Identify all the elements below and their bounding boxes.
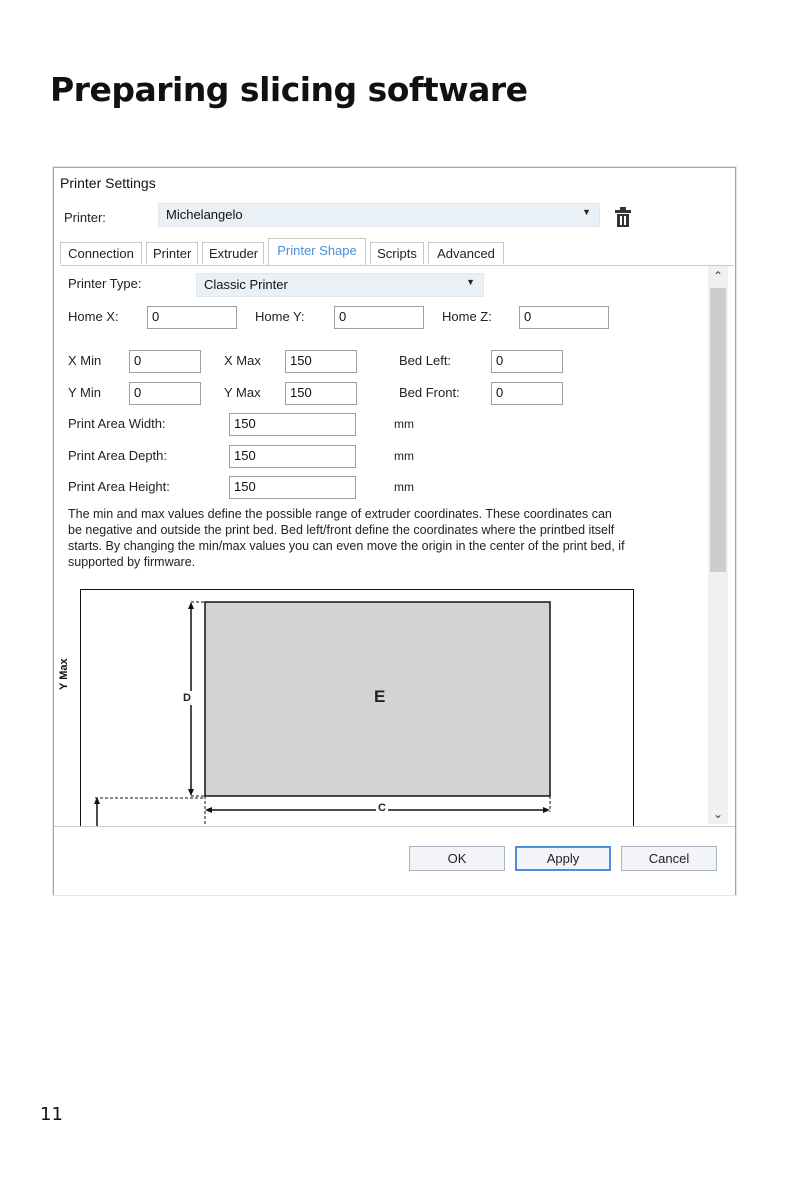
depth-unit: mm (394, 449, 414, 463)
scrollbar-thumb[interactable] (710, 288, 726, 572)
print-area-depth-input[interactable]: 150 (229, 445, 356, 468)
tab-advanced[interactable]: Advanced (428, 242, 504, 264)
printer-shape-panel (60, 265, 734, 826)
width-dim-label: C (378, 802, 386, 814)
home-z-input[interactable]: 0 (519, 306, 609, 329)
width-unit: mm (394, 417, 414, 431)
bed-front-input[interactable]: 0 (491, 382, 563, 405)
bed-front-label: Bed Front: (399, 385, 460, 400)
print-area-height-input[interactable]: 150 (229, 476, 356, 499)
tab-scripts[interactable]: Scripts (370, 242, 424, 264)
print-bed-diagram (80, 589, 634, 830)
page-title: Preparing slicing software (50, 70, 528, 109)
print-bed-diagram-svg (81, 590, 633, 830)
print-area-width-input[interactable]: 150 (229, 413, 356, 436)
printer-select[interactable] (158, 203, 600, 227)
x-max-label: X Max (224, 353, 261, 368)
depth-dim-label: D (183, 692, 191, 704)
x-max-input[interactable]: 150 (285, 350, 357, 373)
chevron-down-icon: ▼ (582, 207, 591, 217)
print-area-depth-label: Print Area Depth: (68, 448, 167, 463)
area-label-e: E (374, 687, 386, 706)
tab-printer[interactable]: Printer (146, 242, 198, 264)
description-text: The min and max values define the possible range of extruder coordinates. These coordinates can be negative and outside the print bed. Bed left/front define the coordinates where the printbed itself starts. By changing the min/max values you can even move the origin in the center of the print bed, if supported by firmware. (68, 507, 625, 569)
y-min-label: Y Min (68, 385, 101, 400)
print-area-height-label: Print Area Height: (68, 479, 170, 494)
home-y-label: Home Y: (255, 309, 305, 324)
bed-left-label: Bed Left: (399, 353, 452, 368)
tab-extruder[interactable]: Extruder (202, 242, 264, 264)
height-unit: mm (394, 480, 414, 494)
dialog-footer (54, 826, 735, 895)
x-min-label: X Min (68, 353, 102, 368)
home-y-input[interactable]: 0 (334, 306, 424, 329)
y-max-label: Y Max (224, 385, 261, 400)
x-min-input[interactable]: 0 (129, 350, 201, 373)
dialog-title: Printer Settings (60, 175, 156, 191)
home-z-label: Home Z: (442, 309, 492, 324)
chevron-down-icon[interactable]: ⌄ (712, 807, 724, 821)
page-number: 11 (40, 1104, 63, 1125)
printer-type-value: Classic Printer (204, 277, 288, 292)
printer-type-select[interactable] (196, 273, 484, 297)
print-area-width-label: Print Area Width: (68, 416, 166, 431)
printer-type-label: Printer Type: (68, 276, 142, 291)
home-x-input[interactable]: 0 (147, 306, 237, 329)
chevron-down-icon: ▼ (466, 277, 475, 287)
vertical-scrollbar[interactable] (708, 266, 728, 824)
printer-select-value: Michelangelo (166, 207, 243, 222)
apply-button[interactable]: Apply (515, 846, 611, 871)
tab-printer-shape[interactable]: Printer Shape (268, 238, 366, 266)
bed-left-input[interactable]: 0 (491, 350, 563, 373)
cancel-button[interactable]: Cancel (621, 846, 717, 871)
home-x-label: Home X: (68, 309, 119, 324)
y-max-axis-label: Y Max (58, 658, 70, 690)
tab-bar (60, 238, 730, 266)
ok-button[interactable]: OK (409, 846, 505, 871)
y-min-input[interactable]: 0 (129, 382, 201, 405)
printer-settings-dialog (53, 167, 736, 895)
chevron-up-icon[interactable]: ⌃ (712, 269, 724, 283)
y-max-input[interactable]: 150 (285, 382, 357, 405)
printer-label: Printer: (64, 210, 106, 225)
tab-connection[interactable]: Connection (60, 242, 142, 264)
trash-icon[interactable] (614, 206, 632, 228)
